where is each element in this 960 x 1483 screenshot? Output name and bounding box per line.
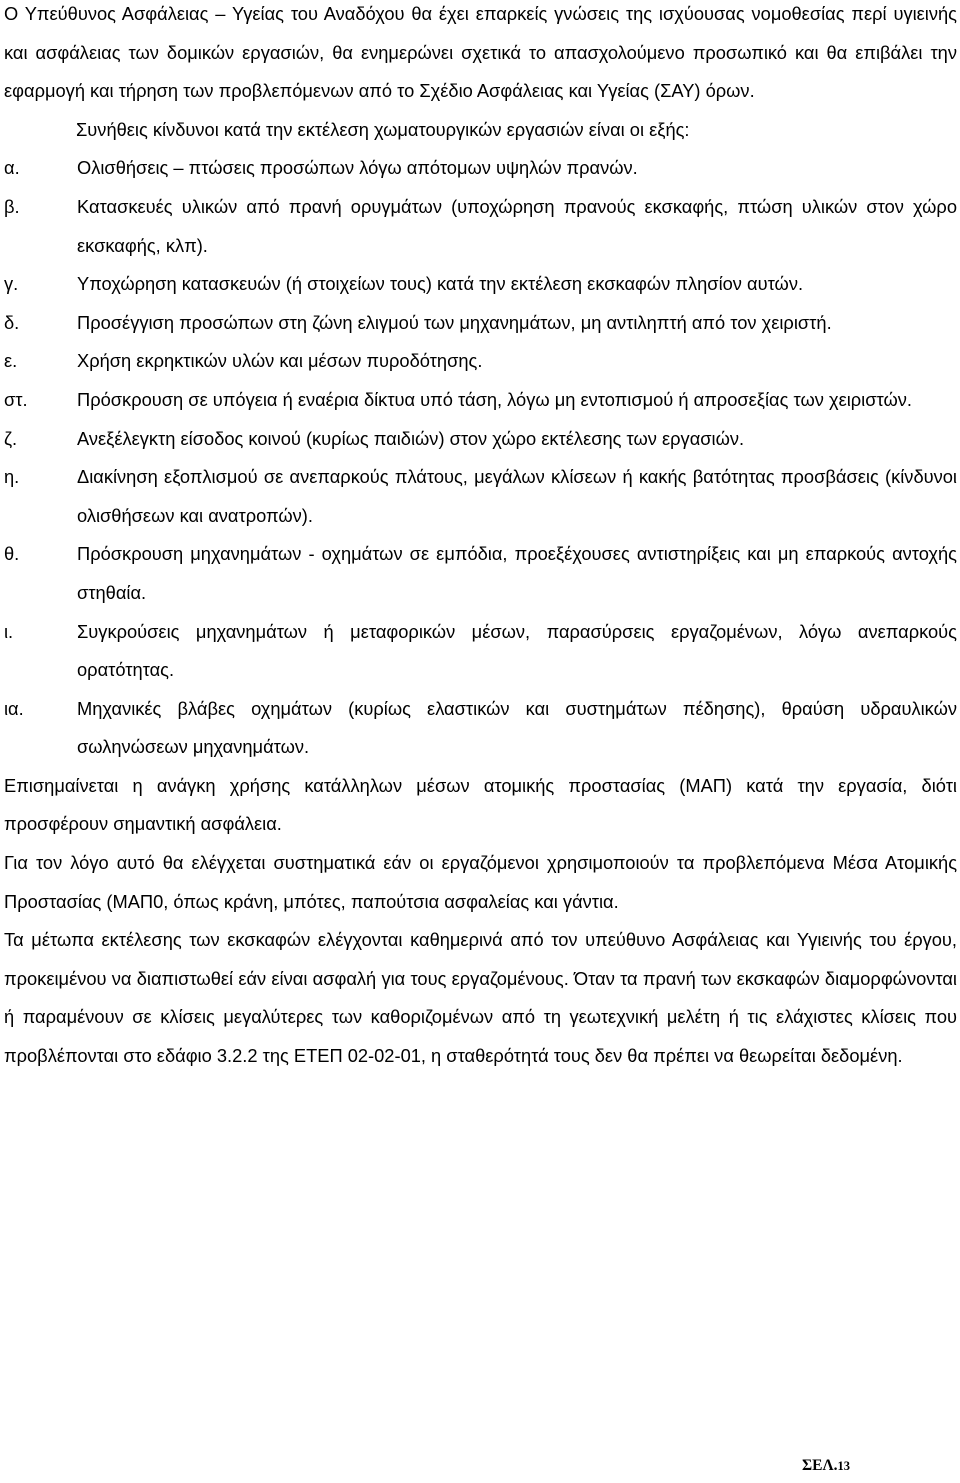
list-marker: ζ. [4,427,18,449]
list-item [4,304,957,343]
document-page [4,0,957,1076]
list-marker: θ. [4,543,20,565]
list-item [4,420,957,459]
page-number-value: 13 [837,1459,850,1473]
hazards-intro-paragraph: Συνήθεις κίνδυνοι κατά την εκτέλεση χωματουργικών εργασιών είναι οι εξής: [76,118,690,140]
list-item [4,342,957,381]
list-item [4,265,957,304]
excavation-fronts-paragraph: Τα μέτωπα εκτέλεσης των εκσκαφών ελέγχονται καθημερινά από τον υπεύθυνο Ασφάλειας και Υγιεινής του έργου, προκειμένου να διαπιστωθεί εάν είναι ασφαλή για τους εργαζομένους. Όταν τα πρανή των εκσκαφών διαμορφώνονται ή παραμένουν σε κλίσεις μεγαλύτερες των καθοριζομένων από τη γεωτεχνική μελέτη ή τις ελάχιστες κλίσεις που προβλέπονται στο εδάφιο 3.2.2 της ΕΤΕΠ 02-02-01, η σταθερότητά τους δεν θα πρέπει να θεωρείται δεδομένη. [4,929,957,1067]
list-item-text: Κατασκευές υλικών από πρανή ορυγμάτων (υποχώρηση πρανούς εκσκαφής, πτώση υλικών στον χώρο εκσκαφής, κλπ). [77,195,957,256]
list-item-text: Ολισθήσεις – πτώσεις προσώπων λόγω απότομων υψηλών πρανών. [77,157,638,179]
list-marker: η. [4,466,20,488]
page-number [802,1456,850,1476]
list-item [4,188,957,265]
list-item-text: Μηχανικές βλάβες οχημάτων (κυρίως ελαστικών και συστημάτων πέδησης), θραύση υδραυλικών σωληνώσεων μηχανημάτων. [77,697,957,758]
list-item-text: Χρήση εκρηκτικών υλών και μέσων πυροδότησης. [77,350,483,372]
list-marker: ι. [4,620,14,642]
intro-paragraph: Ο Υπεύθυνος Ασφάλειας – Υγείας του Αναδόχου θα έχει επαρκείς γνώσεις της ισχύουσας νομοθεσίας περί υγιεινής και ασφάλειας των δομικών εργασιών, θα ενημερώνει σχετικά το απασχολούμενο προσωπικό και θα επιβάλει την εφαρμογή και τήρηση των προβλεπόμενων από το Σχέδιο Ασφάλειας και Υγείας (ΣΑΥ) όρων. [4,3,957,102]
ppe-paragraph: Επισημαίνεται η ανάγκη χρήσης κατάλληλων μέσων ατομικής προστασίας (ΜΑΠ) κατά την εργασία, διότι προσφέρουν σημαντική ασφάλεια. [4,774,957,835]
list-item-text: Υποχώρηση κατασκευών (ή στοιχείων τους) κατά την εκτέλεση εκσκαφών πλησίον αυτών. [77,273,804,295]
list-item [4,458,957,535]
page-number-prefix: ΣΕΛ. [802,1457,838,1474]
list-item [4,149,957,188]
list-item-text: Ανεξέλεγκτη είσοδος κοινού (κυρίως παιδιών) στον χώρο εκτέλεσης των εργασιών. [77,427,745,449]
list-marker: δ. [4,311,20,333]
list-marker: γ. [4,273,19,295]
list-item [4,613,957,690]
list-item-text: Προσέγγιση προσώπων στη ζώνη ελιγμού των μηχανημάτων, μη αντιληπτή από τον χειριστή. [77,311,832,333]
list-marker: ε. [4,350,18,372]
ppe-check-paragraph: Για τον λόγο αυτό θα ελέγχεται συστηματικά εάν οι εργαζόμενοι χρησιμοποιούν τα προβλεπόμενα Μέσα Ατομικής Προστασίας (ΜΑΠ0, όπως κράνη, μπότες, παπούτσια ασφαλείας και γάντια. [4,852,957,912]
list-marker: α. [4,157,20,179]
hazard-list [4,149,957,767]
list-marker: στ. [4,388,28,410]
list-marker: β. [4,195,20,217]
list-item [4,535,957,612]
list-item [4,690,957,767]
list-item-text: Πρόσκρουση μηχανημάτων - οχημάτων σε εμπόδια, προεξέχουσες αντιστηρίξεις και μη επαρκούς αντοχής στηθαία. [77,543,957,603]
list-item-text: Πρόσκρουση σε υπόγεια ή εναέρια δίκτυα υπό τάση, λόγω μη εντοπισμού ή απροσεξίας των χειριστών. [77,388,912,410]
list-item [4,381,957,420]
list-item-text: Συγκρούσεις μηχανημάτων ή μεταφορικών μέσων, παρασύρσεις εργαζομένων, λόγω ανεπαρκούς ορατότητας. [77,620,957,681]
list-item-text: Διακίνηση εξοπλισμού σε ανεπαρκούς πλάτους, μεγάλων κλίσεων ή κακής βατότητας προσβάσεις (κίνδυνοι ολισθήσεων και ανατροπών). [77,466,957,526]
list-marker: ια. [4,697,24,719]
